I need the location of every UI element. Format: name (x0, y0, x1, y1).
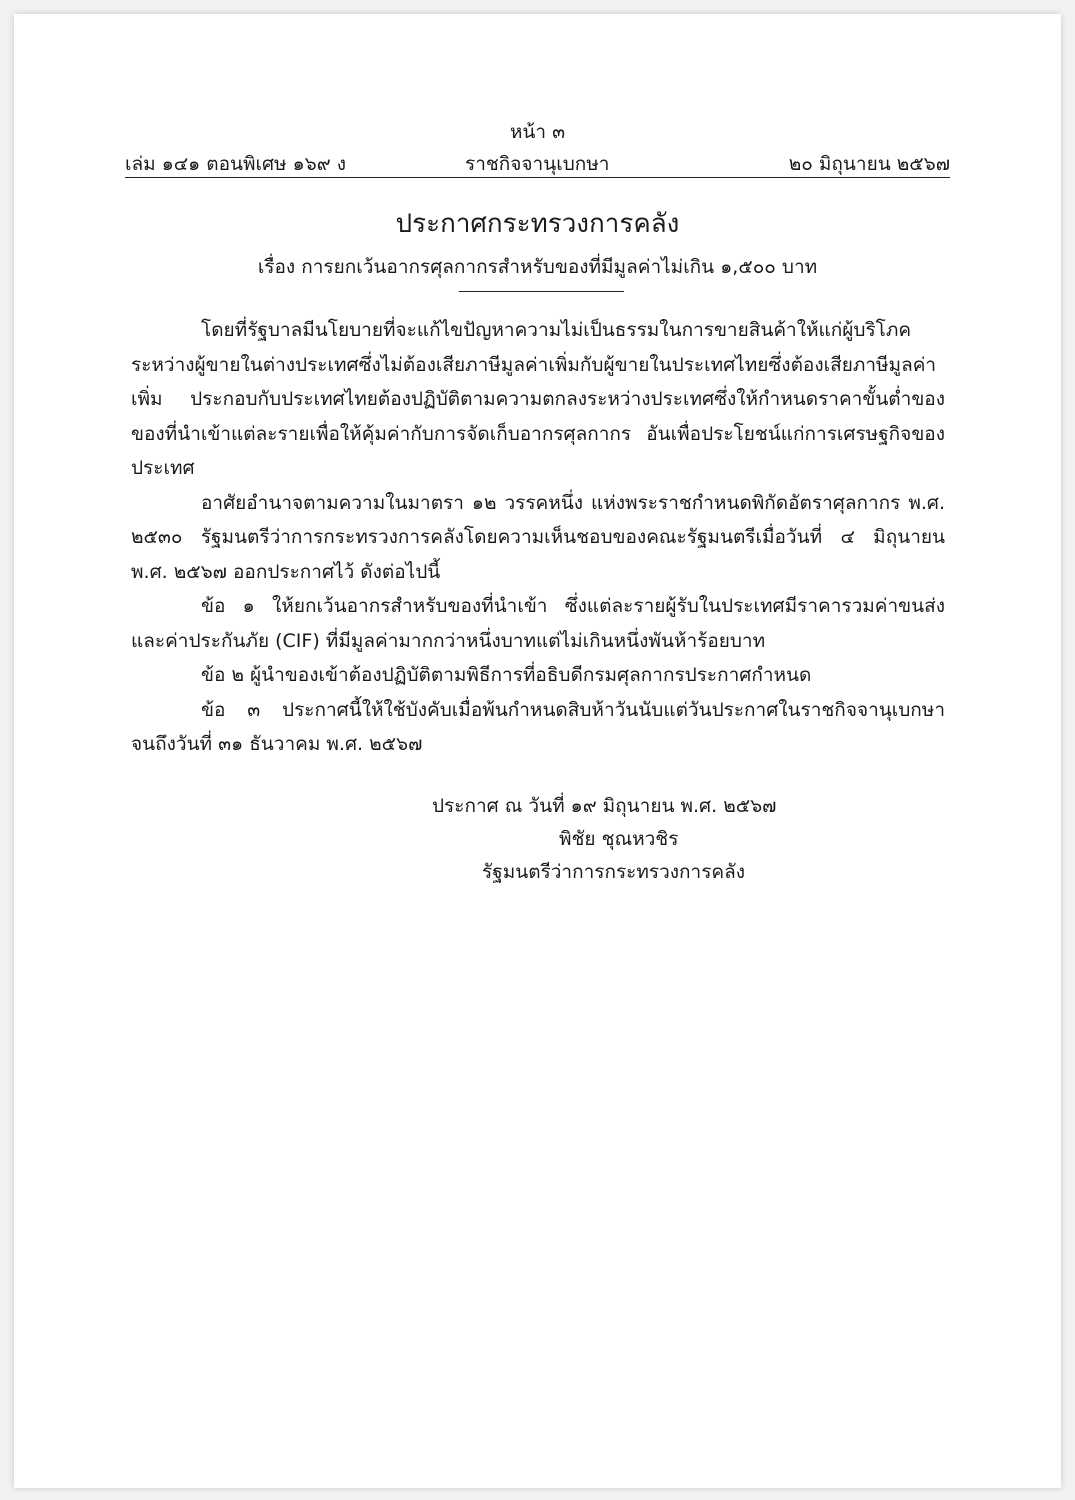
publication-name: ราชกิจจานุเบกษา (465, 153, 610, 175)
page-number: หน้า ๓ (509, 121, 566, 143)
paragraph-clause-2: ข้อ ๒ ผู้นำของเข้าต้องปฏิบัติตามพิธีการที่อธิบดีกรมศุลกากรประกาศกำหนด (201, 664, 812, 686)
announcement-title: ประกาศกระทรวงการคลัง (395, 209, 680, 239)
paragraph-clause-1: ข้อ ๑ ให้ยกเว้นอากรสำหรับของที่นำเข้า ซึ่งแต่ละรายผู้รับในประเทศมีราคารวมค่าขนส่งและค่าประกันภัย (CIF) ที่มีมูลค่ามากกว่าหนึ่งบาทแต่ไม่เกินหนึ่งพันห้าร้อยบาท (131, 595, 945, 652)
signature-block (402, 790, 822, 889)
volume-issue: เล่ม ๑๔๑ ตอนพิเศษ ๑๖๙ ง (125, 153, 346, 175)
header-divider (125, 177, 950, 178)
announced-date: ประกาศ ณ วันที่ ๑๙ มิถุนายน พ.ศ. ๒๕๖๗ (432, 795, 777, 817)
gazette-header (125, 149, 950, 179)
document-page (14, 14, 1061, 1488)
paragraph-authority: อาศัยอำนาจตามความในมาตรา ๑๒ วรรคหนึ่ง แห่งพระราชกำหนดพิกัดอัตราศุลกากร พ.ศ. ๒๕๓๐ รัฐมนตรีว่าการกระทรวงการคลังโดยความเห็นชอบของคณะรัฐมนตรีเมื่อวันที่ ๔ มิถุนายน พ.ศ. ๒๕๖๗ ออกประกาศไว้ ดังต่อไปนี้ (131, 491, 945, 583)
subject-divider (459, 291, 624, 292)
publication-date: ๒๐ มิถุนายน ๒๕๖๗ (788, 153, 950, 175)
announcement-subject: เรื่อง การยกเว้นอากรศุลกากรสำหรับของที่มีมูลค่าไม่เกิน ๑,๕๐๐ บาท (257, 256, 818, 278)
signatory-name: พิชัย ชุณหวชิร (559, 828, 679, 850)
paragraph-clause-3: ข้อ ๓ ประกาศนี้ให้ใช้บังคับเมื่อพ้นกำหนดสิบห้าวันนับแต่วันประกาศในราชกิจจานุเบกษาจนถึงวันที่ ๓๑ ธันวาคม พ.ศ. ๒๕๖๗ (131, 698, 945, 755)
announcement-body (131, 313, 945, 762)
signatory-position: รัฐมนตรีว่าการกระทรวงการคลัง (482, 861, 746, 883)
paragraph-preamble: โดยที่รัฐบาลมีนโยบายที่จะแก้ไขปัญหาความไม่เป็นธรรมในการขายสินค้าให้แก่ผู้บริโภคระหว่างผู้ขายในต่างประเทศซึ่งไม่ต้องเสียภาษีมูลค่าเพิ่มกับผู้ขายในประเทศไทยซึ่งต้องเสียภาษีมูลค่าเพิ่ม ประกอบกับประเทศไทยต้องปฏิบัติตามความตกลงระหว่างประเทศซึ่งให้กำหนดราคาขั้นต่ำของของที่นำเข้าแต่ละรายเพื่อให้คุ้มค่ากับการจัดเก็บอากรศุลกากร อันเพื่อประโยชน์แก่การเศรษฐกิจของประเทศ (131, 319, 945, 479)
